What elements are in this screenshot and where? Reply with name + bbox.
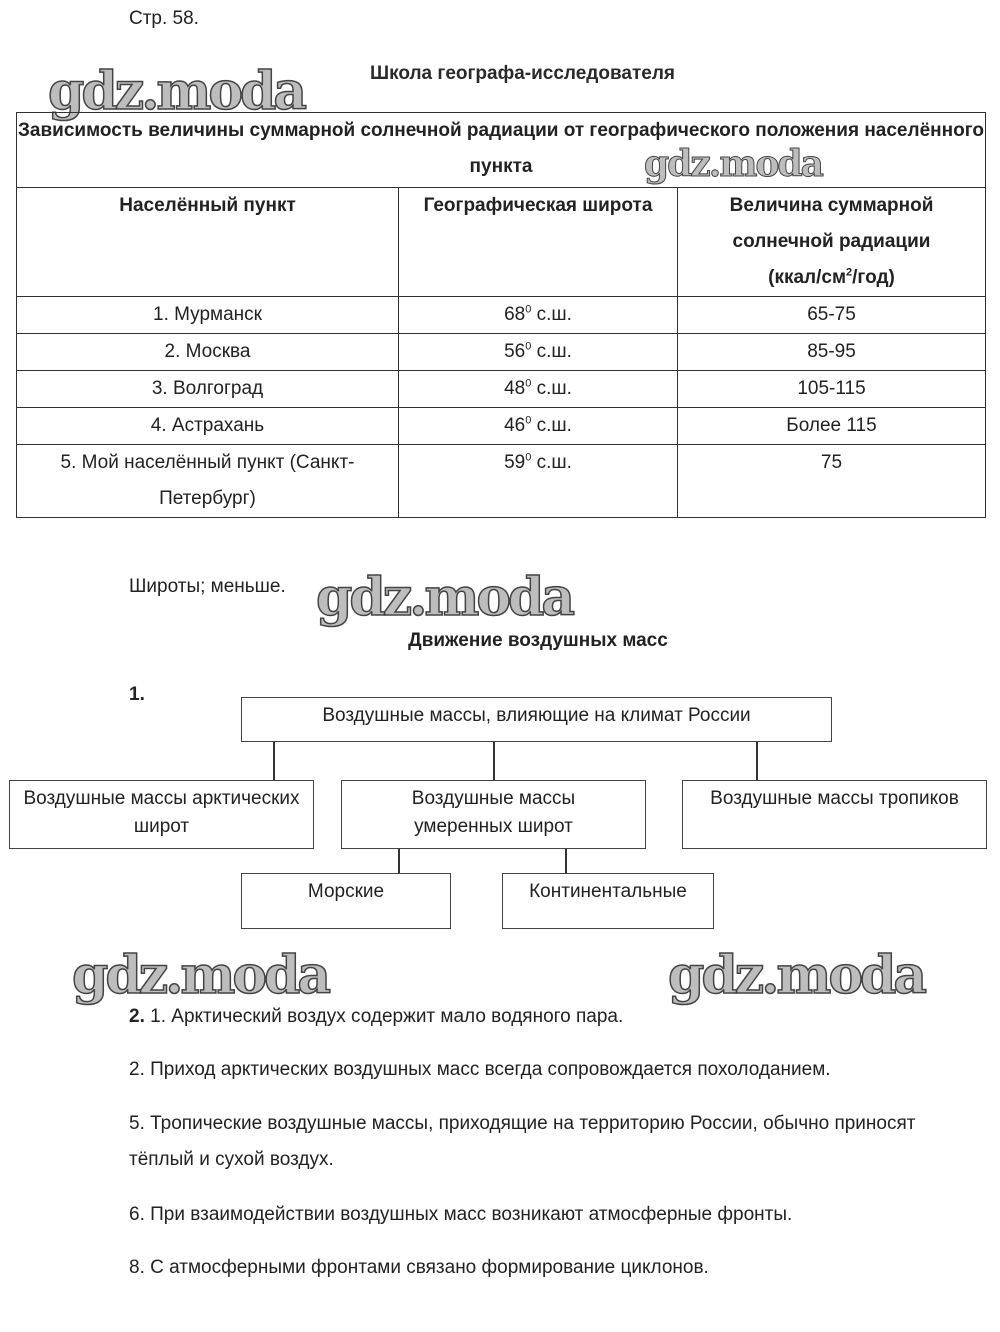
lat-suffix: с.ш.: [531, 378, 572, 399]
diagram-box-tropical: Воздушные массы тропиков: [682, 780, 987, 849]
lat-value: 56: [504, 341, 526, 362]
lat-value: 48: [504, 378, 526, 399]
header-latitude: Географическая широта: [399, 188, 678, 297]
answer-text: Широты; меньше.: [129, 576, 286, 597]
watermark-logo: gdz.moda: [316, 567, 573, 628]
table-caption-text: Зависимость величины суммарной солнечной радиации от географического положения населённого пункта: [18, 120, 984, 177]
header-radiation-unit: [678, 260, 985, 296]
cell-place: 2. Москва: [17, 334, 399, 371]
unit-sup: 2: [846, 266, 853, 279]
cell-radiation: Более 115: [678, 408, 986, 445]
degree-sup: 0: [525, 414, 532, 427]
cell-radiation: 65-75: [678, 297, 986, 334]
header-radiation-line1: Величина суммарной: [729, 195, 934, 216]
radiation-table: [16, 112, 986, 518]
connector-line: [493, 742, 495, 780]
cell-latitude: [399, 297, 678, 334]
lat-suffix: с.ш.: [531, 304, 572, 325]
cell-radiation: 75: [678, 445, 986, 518]
unit-prefix: (ккал/см: [768, 267, 847, 288]
connector-line: [565, 849, 567, 873]
diagram-box-marine: Морские: [241, 873, 451, 929]
degree-sup: 0: [525, 377, 532, 390]
cell-latitude: [399, 445, 678, 518]
task2-statement: 5. Тропические воздушные массы, приходящие на территорию России, обычно приносят тёплый и сухой воздух.: [129, 1113, 916, 1170]
degree-sup: 0: [525, 340, 532, 353]
cell-radiation: 85-95: [678, 334, 986, 371]
cell-place: 5. Мой населённый пункт (Санкт-Петербург): [17, 445, 399, 518]
unit-suffix: /год): [852, 267, 895, 288]
task-number-1: 1.: [129, 684, 145, 705]
cell-radiation: 105-115: [678, 371, 986, 408]
cell-latitude: [399, 334, 678, 371]
degree-sup: 0: [525, 303, 532, 316]
cell-place: 1. Мурманск: [17, 297, 399, 334]
lat-suffix: с.ш.: [531, 452, 572, 473]
watermark-logo: gdz.moda: [644, 143, 822, 185]
header-place: Населённый пункт: [17, 188, 399, 297]
lat-value: 68: [504, 304, 526, 325]
cell-latitude: [399, 371, 678, 408]
task2-statement: 2. Приход арктических воздушных масс всегда сопровождается похолоданием.: [129, 1059, 831, 1080]
lat-suffix: с.ш.: [531, 415, 572, 436]
statement-text: 1. Арктический воздух содержит мало водяного пара.: [150, 1006, 624, 1027]
task2-statement: 8. С атмосферными фронтами связано формирование циклонов.: [129, 1257, 709, 1278]
cell-place: 4. Астрахань: [17, 408, 399, 445]
table-caption: [17, 113, 986, 188]
watermark-logo: gdz.moda: [668, 945, 925, 1006]
cell-place: 3. Волгоград: [17, 371, 399, 408]
table-row: [17, 371, 986, 408]
table-row: [17, 334, 986, 371]
task2-statement: [129, 999, 929, 1035]
connector-line: [398, 849, 400, 873]
watermark-logo: gdz.moda: [72, 945, 329, 1006]
connector-line: [756, 742, 758, 780]
header-radiation: [678, 188, 986, 297]
task-number-2: 2.: [129, 1006, 145, 1027]
diagram-root-box: Воздушные массы, влияющие на климат России: [241, 697, 832, 742]
table-row: [17, 408, 986, 445]
diagram-box-arctic: Воздушные массы арктических широт: [9, 780, 314, 849]
page-reference: Стр. 58.: [129, 8, 199, 29]
section-heading-school: Школа географа-исследователя: [370, 63, 675, 84]
diagram-box-continental: Континентальные: [502, 873, 714, 929]
lat-suffix: с.ш.: [531, 341, 572, 362]
lat-value: 59: [504, 452, 526, 473]
cell-latitude: [399, 408, 678, 445]
degree-sup: 0: [525, 451, 532, 464]
header-radiation-line2: солнечной радиации: [732, 231, 931, 252]
diagram-box-temperate: Воздушные массы умеренных широт: [341, 780, 646, 849]
connector-line: [273, 742, 275, 780]
table-row: [17, 445, 986, 518]
table-row: [17, 297, 986, 334]
lat-value: 46: [504, 415, 526, 436]
task2-statement: 6. При взаимодействии воздушных масс возникают атмосферные фронты.: [129, 1204, 793, 1225]
section-heading-air-masses: Движение воздушных масс: [408, 630, 668, 651]
watermark-logo: gdz.moda: [48, 61, 305, 122]
